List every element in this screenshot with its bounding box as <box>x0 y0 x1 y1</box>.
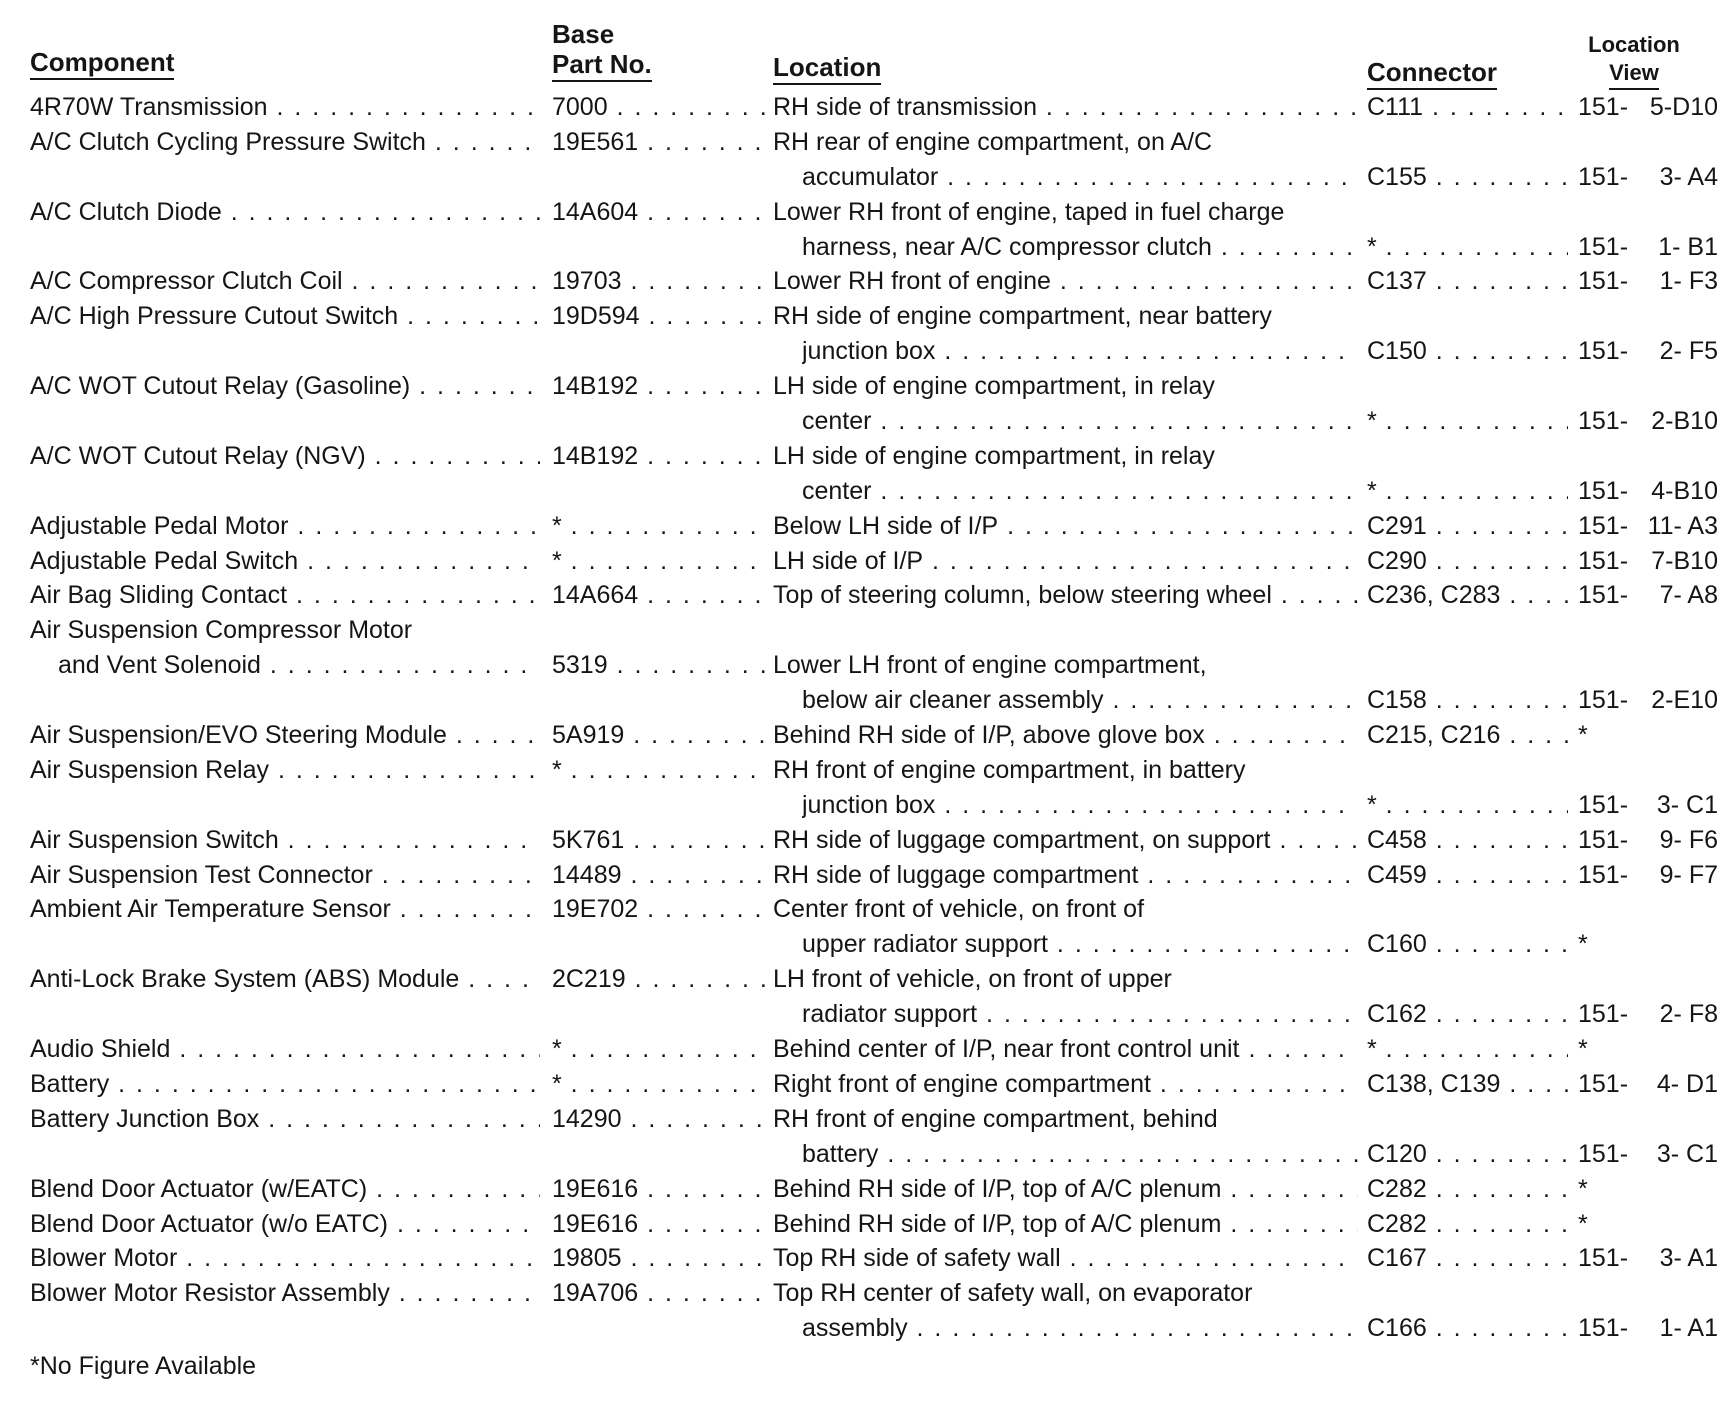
location-text: RH side of luggage compartment . . . <box>773 858 1358 893</box>
connector-id: C137 . . . <box>1367 264 1568 299</box>
location-text-continued: center . . . <box>802 404 1358 439</box>
component-name-continued: and Vent Solenoid . . . <box>58 648 540 683</box>
header-connector <box>1367 57 1497 90</box>
connector-id: C158 . . . <box>1367 683 1568 718</box>
base-part-number: 14A604 . . . <box>552 195 769 230</box>
table-row <box>0 299 1734 334</box>
component-name: Air Suspension/EVO Steering Module . . . <box>30 718 540 753</box>
base-part-number: 14290 . . . <box>552 1102 769 1137</box>
table-row <box>0 90 1734 125</box>
header-component <box>30 47 174 80</box>
base-part-number: * . . . <box>552 544 769 579</box>
location-view-grid: 5-D10 <box>1649 93 1718 121</box>
location-view-none: * <box>1578 1035 1588 1064</box>
location-text: Right front of engine compartment . . . <box>773 1067 1358 1102</box>
base-part-number: 7000 . . . <box>552 90 769 125</box>
table-row <box>0 962 1734 997</box>
base-part-number: 19E702 . . . <box>552 892 769 927</box>
table-row <box>0 1102 1734 1137</box>
header-part-no-label: Part No. <box>552 49 652 82</box>
base-part-number: 5319 . . . <box>552 648 769 683</box>
table-row <box>0 578 1734 613</box>
table-row <box>0 613 1734 648</box>
component-name: Audio Shield . . . <box>30 1032 540 1067</box>
component-name: Adjustable Pedal Motor . . . <box>30 509 540 544</box>
component-name: A/C High Pressure Cutout Switch . . . <box>30 299 540 334</box>
base-part-number: 14489 . . . <box>552 858 769 893</box>
table-row <box>0 509 1734 544</box>
component-name: A/C Clutch Cycling Pressure Switch . . . <box>30 125 540 160</box>
location-view-page: 151- <box>1578 546 1629 575</box>
location-text: Behind RH side of I/P, above glove box . . . <box>773 718 1358 753</box>
table-row <box>0 160 1734 195</box>
location-text: Below LH side of I/P . . . <box>773 509 1358 544</box>
location-view-grid: 9- F6 <box>1659 825 1718 854</box>
component-name: Anti-Lock Brake System (ABS) Module . . . <box>30 962 540 997</box>
table-row <box>0 439 1734 474</box>
component-name: Blend Door Actuator (w/EATC) . . . <box>30 1172 540 1207</box>
location-view-page: 151- <box>1578 1069 1629 1098</box>
base-part-number: * . . . <box>552 509 769 544</box>
location-view-page: 151- <box>1578 860 1629 889</box>
component-name: Adjustable Pedal Switch . . . <box>30 544 540 579</box>
component-name: Air Suspension Relay . . . <box>30 753 540 788</box>
component-name: Air Suspension Test Connector . . . <box>30 858 540 893</box>
location-view-grid: 4- D1 <box>1656 1069 1718 1098</box>
base-part-number: 5K761 . . . <box>552 823 769 858</box>
location-text: RH front of engine compartment, behind <box>773 1104 1218 1133</box>
connector-id: C167 . . . <box>1367 1241 1568 1276</box>
location-text: Top RH center of safety wall, on evaporator <box>773 1279 1253 1308</box>
table-row <box>0 892 1734 927</box>
table-row <box>0 1241 1734 1276</box>
component-name: Blower Motor Resistor Assembly . . . <box>30 1276 540 1311</box>
table-row <box>0 858 1734 893</box>
base-part-number: 14A664 . . . <box>552 578 769 613</box>
location-text-continued: junction box . . . <box>802 334 1358 369</box>
table-row <box>0 753 1734 788</box>
connector-id: C236, C283 . . . <box>1367 578 1568 613</box>
location-text: LH side of engine compartment, in relay <box>773 441 1215 470</box>
connector-id: C291 . . . <box>1367 509 1568 544</box>
location-view-grid: 3- C1 <box>1656 1139 1718 1168</box>
header-location-view-line1: Location <box>1588 32 1680 57</box>
location-view-none: * <box>1578 1174 1588 1203</box>
connector-id: C290 . . . <box>1367 544 1568 579</box>
location-view-none: * <box>1578 1209 1588 1238</box>
location-view-grid: 3- A1 <box>1659 1244 1718 1273</box>
component-name: Air Suspension Switch . . . <box>30 823 540 858</box>
location-text-continued: upper radiator support . . . <box>802 927 1358 962</box>
header-base-label: Base <box>552 19 615 49</box>
location-text: LH side of I/P . . . <box>773 544 1358 579</box>
location-text: LH side of engine compartment, in relay <box>773 372 1215 401</box>
location-text: RH side of luggage compartment, on support . . . <box>773 823 1358 858</box>
connector-id: * . . . <box>1367 474 1568 509</box>
connector-id: * . . . <box>1367 788 1568 823</box>
location-text: Behind RH side of I/P, top of A/C plenum . . . <box>773 1172 1358 1207</box>
base-part-number: 5A919 . . . <box>552 718 769 753</box>
location-text-continued: radiator support . . . <box>802 997 1358 1032</box>
header-location <box>773 52 881 85</box>
component-name: Battery Junction Box . . . <box>30 1102 540 1137</box>
location-view-page: 151- <box>1578 93 1629 121</box>
table-row <box>0 1172 1734 1207</box>
component-name: Air Bag Sliding Contact . . . <box>30 578 540 613</box>
component-name: Blend Door Actuator (w/o EATC) . . . <box>30 1207 540 1242</box>
location-view-page: 151- <box>1578 232 1629 261</box>
location-view-grid: 2- F8 <box>1659 1000 1718 1029</box>
table-row <box>0 927 1734 962</box>
component-name: Ambient Air Temperature Sensor . . . <box>30 892 540 927</box>
location-text: RH front of engine compartment, in battery <box>773 755 1246 784</box>
location-view-grid: 7- A8 <box>1659 581 1718 610</box>
location-view-page: 151- <box>1578 476 1629 505</box>
location-view-grid: 7-B10 <box>1651 546 1718 575</box>
base-part-number: 19E616 . . . <box>552 1207 769 1242</box>
header-connector-label: Connector <box>1367 57 1497 90</box>
component-name: Air Suspension Compressor Motor <box>30 616 413 645</box>
base-part-number: 14B192 . . . <box>552 369 769 404</box>
table-row <box>0 1207 1734 1242</box>
table-row <box>0 648 1734 683</box>
table-row <box>0 369 1734 404</box>
base-part-number: * . . . <box>552 1032 769 1067</box>
header-base-part-no <box>552 19 652 82</box>
component-name: A/C WOT Cutout Relay (NGV) . . . <box>30 439 540 474</box>
connector-id: C160 . . . <box>1367 927 1568 962</box>
footnote: *No Figure Available <box>30 1352 257 1380</box>
location-text-continued: junction box . . . <box>802 788 1358 823</box>
base-part-number: 19E616 . . . <box>552 1172 769 1207</box>
location-view-grid: 1- F3 <box>1659 267 1718 296</box>
base-part-number: 14B192 . . . <box>552 439 769 474</box>
location-text-continued: harness, near A/C compressor clutch . . . <box>802 230 1358 265</box>
table-row <box>0 404 1734 439</box>
component-name: A/C Compressor Clutch Coil . . . <box>30 264 540 299</box>
table-row <box>0 195 1734 230</box>
component-name: 4R70W Transmission . . . <box>30 90 540 125</box>
location-view-page: 151- <box>1578 581 1629 610</box>
connector-id: C138, C139 . . . <box>1367 1067 1568 1102</box>
location-text: Lower RH front of engine . . . <box>773 264 1358 299</box>
location-text-continued: below air cleaner assembly . . . <box>802 683 1358 718</box>
location-text-continued: accumulator . . . <box>802 160 1358 195</box>
location-view-grid: 1- B1 <box>1658 232 1718 261</box>
location-view-page: 151- <box>1578 825 1629 854</box>
location-text: RH side of engine compartment, near battery <box>773 302 1272 331</box>
location-view-grid: 2-B10 <box>1651 407 1718 436</box>
location-view-page: 151- <box>1578 1314 1629 1343</box>
component-name: Battery . . . <box>30 1067 540 1102</box>
location-view-page: 151- <box>1578 1000 1629 1029</box>
table-row <box>0 125 1734 160</box>
table-row <box>0 997 1734 1032</box>
header-location-view <box>1570 31 1698 90</box>
connector-id: * . . . <box>1367 1032 1568 1067</box>
location-text: Behind RH side of I/P, top of A/C plenum . . . <box>773 1207 1358 1242</box>
location-text: Lower LH front of engine compartment, <box>773 651 1207 680</box>
base-part-number: 19E561 . . . <box>552 125 769 160</box>
location-text-continued: battery . . . <box>802 1137 1358 1172</box>
connector-id: C150 . . . <box>1367 334 1568 369</box>
component-name: Blower Motor . . . <box>30 1241 540 1276</box>
location-view-grid: 1- A1 <box>1659 1314 1718 1343</box>
table-row <box>0 683 1734 718</box>
base-part-number: 19703 . . . <box>552 264 769 299</box>
location-view-none: * <box>1578 930 1588 959</box>
connector-id: C166 . . . <box>1367 1311 1568 1346</box>
location-view-grid: 2-E10 <box>1651 686 1718 715</box>
table-row <box>0 823 1734 858</box>
component-table-body <box>0 90 1734 1346</box>
connector-id: C458 . . . <box>1367 823 1568 858</box>
location-text: RH rear of engine compartment, on A/C <box>773 127 1213 156</box>
location-text: RH side of transmission . . . <box>773 90 1358 125</box>
connector-id: C111 . . . <box>1367 90 1568 125</box>
base-part-number: * . . . <box>552 753 769 788</box>
connector-id: C162 . . . <box>1367 997 1568 1032</box>
base-part-number: 19D594 . . . <box>552 299 769 334</box>
connector-id: * . . . <box>1367 230 1568 265</box>
connector-id: C155 . . . <box>1367 160 1568 195</box>
table-row <box>0 264 1734 299</box>
location-view-page: 151- <box>1578 337 1629 366</box>
location-text: LH front of vehicle, on front of upper <box>773 965 1172 994</box>
location-view-page: 151- <box>1578 1139 1629 1168</box>
connector-id: C282 . . . <box>1367 1172 1568 1207</box>
header-component-label: Component <box>30 47 174 80</box>
location-text: Behind center of I/P, near front control unit . . . <box>773 1032 1358 1067</box>
connector-id: C282 . . . <box>1367 1207 1568 1242</box>
table-row <box>0 1137 1734 1172</box>
location-view-grid: 9- F7 <box>1659 860 1718 889</box>
location-view-grid: 2- F5 <box>1659 337 1718 366</box>
base-part-number: * . . . <box>552 1067 769 1102</box>
table-row <box>0 1311 1734 1346</box>
component-name: A/C Clutch Diode . . . <box>30 195 540 230</box>
component-name: A/C WOT Cutout Relay (Gasoline) . . . <box>30 369 540 404</box>
location-view-page: 151- <box>1578 267 1629 296</box>
header-location-label: Location <box>773 52 881 85</box>
location-text: Top of steering column, below steering wheel . . . <box>773 578 1358 613</box>
table-row <box>0 718 1734 753</box>
location-view-none: * <box>1578 721 1588 750</box>
location-view-page: 151- <box>1578 511 1629 540</box>
table-row <box>0 334 1734 369</box>
location-view-grid: 3- A4 <box>1659 162 1718 191</box>
table-row <box>0 544 1734 579</box>
location-view-grid: 4-B10 <box>1651 476 1718 505</box>
location-text-continued: assembly . . . <box>802 1311 1358 1346</box>
base-part-number: 2C219 . . . <box>552 962 769 997</box>
location-text: Lower RH front of engine, taped in fuel charge <box>773 197 1285 226</box>
location-view-page: 151- <box>1578 790 1629 819</box>
connector-id: C459 . . . <box>1367 858 1568 893</box>
table-row <box>0 1276 1734 1311</box>
base-part-number: 19A706 . . . <box>552 1276 769 1311</box>
table-row <box>0 788 1734 823</box>
location-view-page: 151- <box>1578 407 1629 436</box>
connector-id: C120 . . . <box>1367 1137 1568 1172</box>
location-text-continued: center . . . <box>802 474 1358 509</box>
base-part-number: 19805 . . . <box>552 1241 769 1276</box>
location-view-page: 151- <box>1578 1244 1629 1273</box>
location-view-grid: 11- A3 <box>1647 511 1718 540</box>
location-text: Center front of vehicle, on front of <box>773 895 1145 924</box>
table-row <box>0 1032 1734 1067</box>
header-location-view-line2: View <box>1609 59 1659 90</box>
location-text: Top RH side of safety wall . . . <box>773 1241 1358 1276</box>
table-row <box>0 474 1734 509</box>
location-view-grid: 3- C1 <box>1656 790 1718 819</box>
connector-id: * . . . <box>1367 404 1568 439</box>
table-row <box>0 230 1734 265</box>
location-view-page: 151- <box>1578 686 1629 715</box>
table-row <box>0 1067 1734 1102</box>
connector-id: C215, C216 . . . <box>1367 718 1568 753</box>
location-view-page: 151- <box>1578 162 1629 191</box>
